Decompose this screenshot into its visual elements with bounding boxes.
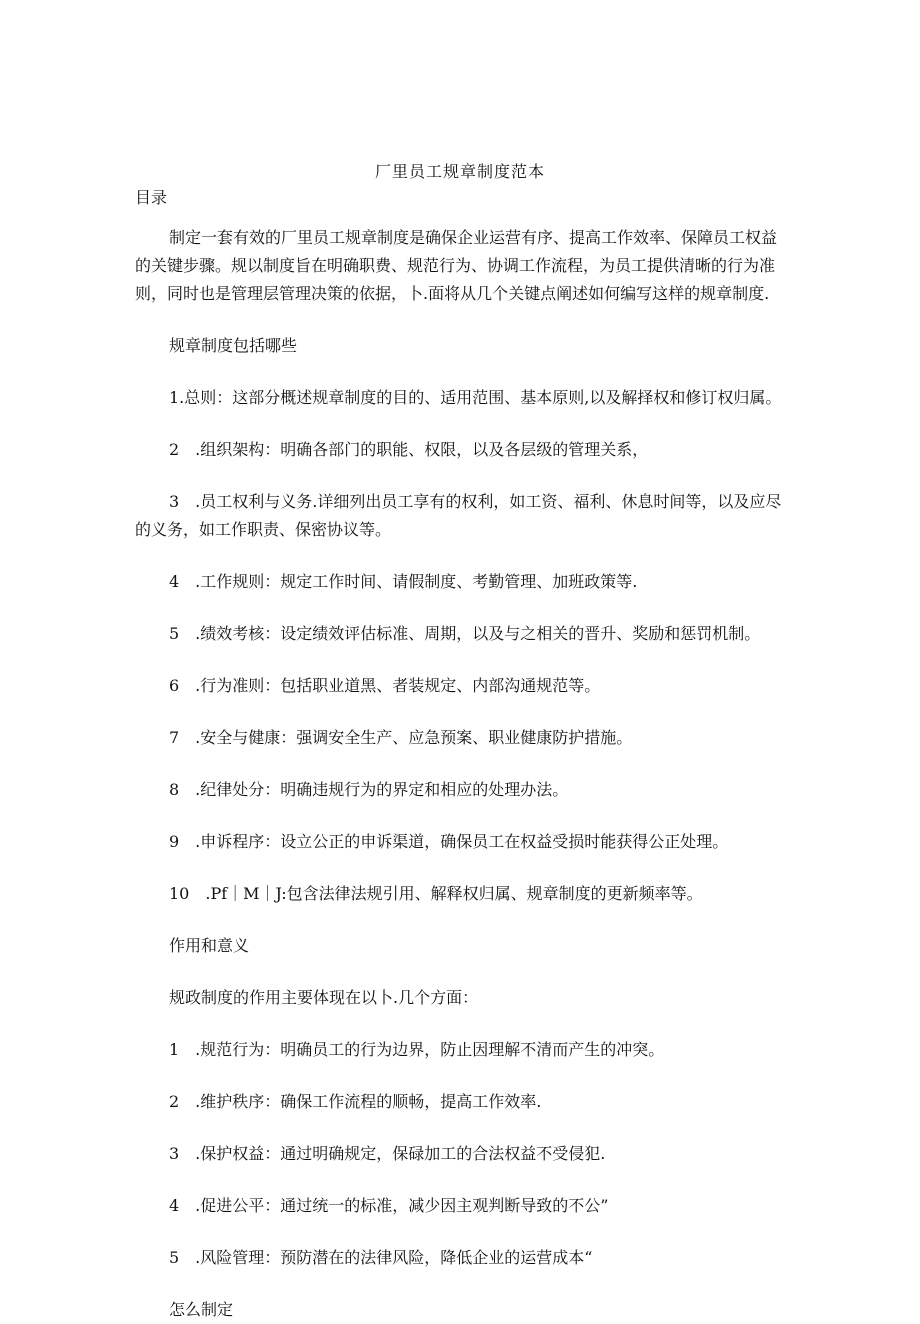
list-item: 1.总则：这部分概述规章制度的目的、适用范围、基本原则,以及解择权和修订权归属。 — [169, 388, 782, 407]
section-heading-purpose: 作用和意义 — [169, 936, 250, 955]
list-item: 1 .规范行为：明确员工的行为边界，防止因理解不清而产生的冲突。 — [169, 1040, 665, 1059]
list-item: 2 .组织架构：明确各部门的职能、权限，以及各层级的管理关系， — [169, 440, 649, 459]
list-item: 3 .员工权利与义务.详细列出员工享有的权利，如工资、福利、休息时间等，以及应尽的义务，如工作职责、保密协议等。 — [135, 492, 782, 539]
section-lead: 规政制度的作用主要体现在以卜.几个方面： — [169, 988, 479, 1007]
list-item: 7 .安全与健康：强调安全生产、应急预案、职业健康防护措施。 — [169, 728, 633, 747]
list-item: 3 .保护权益：通过明确规定，保碌加工的合法权益不受侵犯. — [169, 1144, 606, 1163]
list-item: 2 .维护秩序：确保工作流程的顺畅，提高工作效率. — [169, 1092, 542, 1111]
section-heading-contents: 规章制度包括哪些 — [169, 336, 298, 355]
intro-paragraph: 制定一套有效的厂里员工规章制度是确保企业运营有序、提高工作效率、保障员工权益的关键步骤。规以制度旨在明确职费、规范行为、协调工作流程，为员工提供清晰的行为准则，同时也是管理层管理决策的依据，卜.面将从几个关键点阐述如何编写这样的规章制度. — [135, 228, 778, 303]
document-title: 厂里员工规章制度范本 — [374, 162, 545, 181]
list-item: 8 .纪律处分：明确违规行为的界定和相应的处理办法。 — [169, 780, 569, 799]
section-heading-how: 怎么制定 — [169, 1300, 234, 1319]
list-item: 5 .绩效考核：设定绩效评估标准、周期，以及与之相关的晋升、奖励和惩罚机制。 — [169, 624, 761, 643]
document-body — [135, 224, 791, 1324]
list-item: 5 .风险管理：预防潜在的法律风险，降低企业的运营成本“ — [169, 1248, 593, 1267]
list-item: 4 .工作规则：规定工作时间、请假制度、考勤管理、加班政策等. — [169, 572, 638, 591]
list-item: 10 .Pf｜M｜J:包含法律法规引用、解释权归属、规章制度的更新频率等。 — [169, 884, 703, 903]
list-item: 4 .促进公平：通过统一的标准，减少因主观判断导致的不公” — [169, 1196, 609, 1215]
list-item: 6 .行为准则：包括职业道黑、者装规定、内部沟通规范等。 — [169, 676, 601, 695]
toc-label: 目录 — [135, 188, 168, 207]
list-item: 9 .申诉程序：设立公正的申诉渠道，确保员工在权益受损时能获得公正处理。 — [169, 832, 729, 851]
